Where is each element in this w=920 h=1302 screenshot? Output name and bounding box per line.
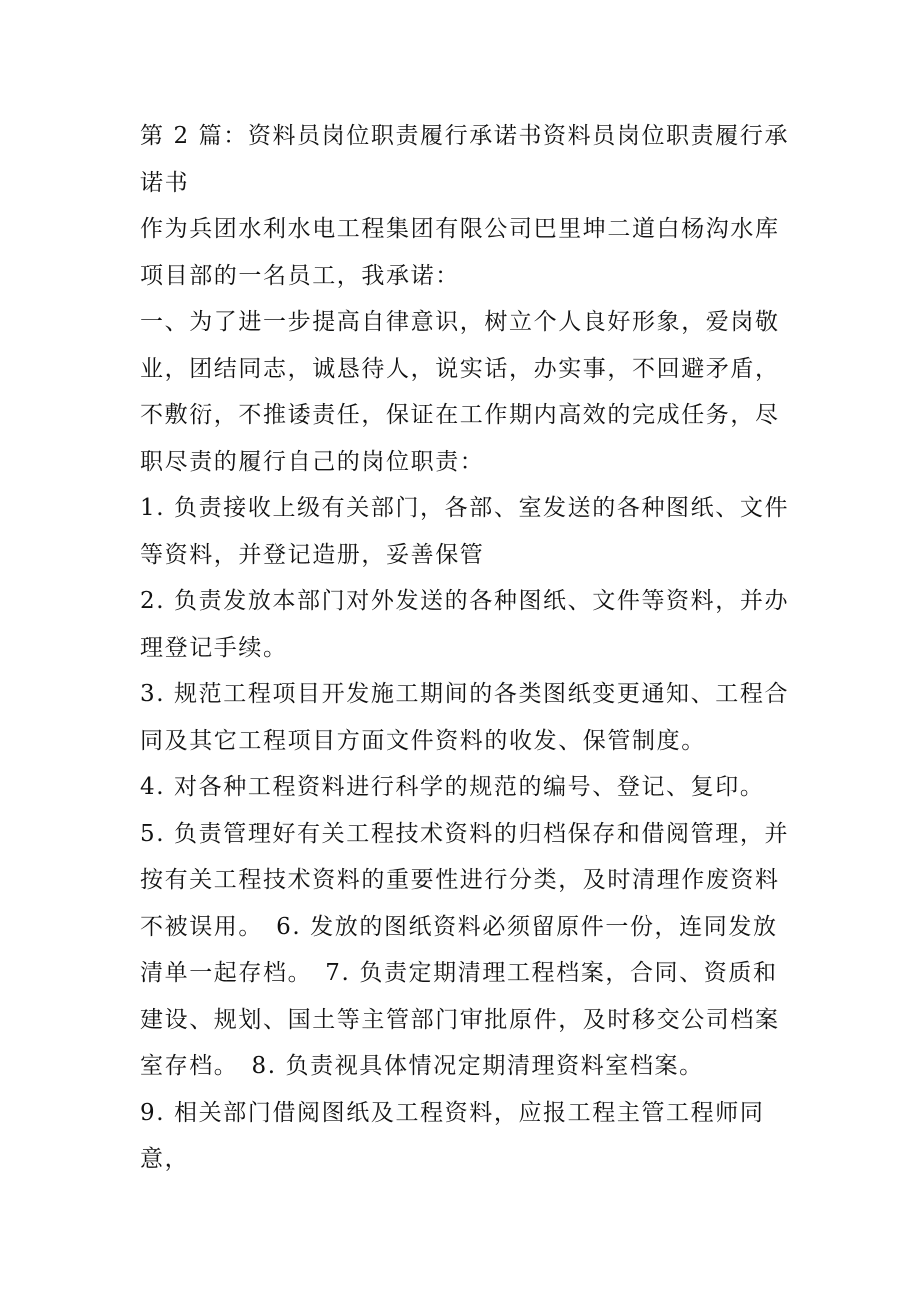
paragraph-item-4: 4. 对各种工程资料进行科学的规范的编号、登记、复印。 [140,774,765,800]
paragraph-item-9: 9. 相关部门借阅图纸及工程资料，应报工程主管工程师同意， [140,1099,765,1172]
paragraph-item-1: 1. 负责接收上级有关部门，各部、室发送的各种图纸、文件等资料，并登记造册，妥善保管 [140,495,790,568]
document-body [140,113,790,1183]
paragraph-intro: 作为兵团水利水电工程集团有限公司巴里坤二道白杨沟水库项目部的一名员工，我承诺： [140,216,780,289]
paragraph-item-3: 3. 规范工程项目开发施工期间的各类图纸变更通知、工程合同及其它工程项目方面文件资料的收发、保管制度。 [140,681,790,754]
paragraph-item-2: 2. 负责发放本部门对外发送的各种图纸、文件等资料，并办理登记手续。 [140,588,790,661]
document-title: 第 2 篇：资料员岗位职责履行承诺书资料员岗位职责履行承诺书 [140,123,790,196]
paragraph-commitment: 一、为了进一步提高自律意识，树立个人良好形象，爱岗敬业，团结同志，诚恳待人，说实话，办实事，不回避矛盾，不敷衍，不推诿责任，保证在工作期内高效的完成任务，尽职尽责的履行自己的岗位职责： [140,309,780,475]
paragraph-items-5-8: 5. 负责管理好有关工程技术资料的归档保存和借阅管理，并按有关工程技术资料的重要性进行分类，及时清理作废资料不被误用。 6. 发放的图纸资料必须留原件一份，连同发放清单一起存档。 7. 负责定期清理工程档案，合同、资质和建设、规划、国土等主管部门审批原件，及时移交公司档案室存档。 8. 负责视具体情况定期清理资料室档案。 [140,820,790,1079]
